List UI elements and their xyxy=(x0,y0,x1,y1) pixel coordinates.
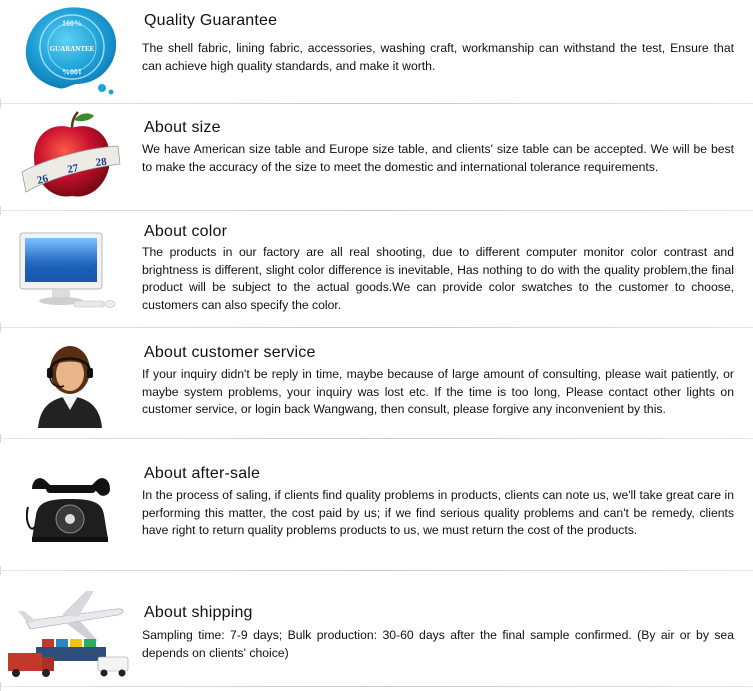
section-text: The products in our factory are all real shooting, due to different computer monitor color contrast and brightness is different, slight color difference is inevitable, Has nothing to do with the quality problem,the final product will be subject to the actual goods.We can provide color swatches to the customer to choose, customers can also specify the color. xyxy=(142,245,734,312)
section-divider xyxy=(0,686,753,687)
section-text: We have American size table and Europe size table, and clients' size table can be accepted. We will be best to make the accuracy of the size to meet the domestic and international tolerance requirements. xyxy=(142,142,734,174)
section-about-shipping xyxy=(0,571,753,688)
section-title: About size xyxy=(144,119,221,136)
seal-top-text: 100% xyxy=(62,19,82,28)
section-title: About shipping xyxy=(144,604,253,621)
section-about-size xyxy=(0,104,753,210)
section-customer-service xyxy=(0,328,753,438)
section-quality-guarantee xyxy=(0,0,753,103)
section-after-sale xyxy=(0,439,753,570)
section-title: About customer service xyxy=(144,344,316,361)
section-about-color xyxy=(0,211,753,327)
section-title: About after-sale xyxy=(144,465,261,482)
computer-monitor-icon xyxy=(18,231,118,320)
seal-bottom-text: 100% xyxy=(62,67,82,76)
section-text: If your inquiry didn't be reply in time, maybe because of large amount of consulting, please wait patiently, or maybe system problems, your inquiry was lost etc. If the time is too long, Please contact other lights on customer service, or login back Wangwang, then consult, please forgive any inconvenient by this. xyxy=(142,367,734,416)
section-text: The shell fabric, lining fabric, accessories, washing craft, workmanship can withstand the test, Ensure that can achieve high quality standards, and make it worth. xyxy=(142,41,734,73)
customer-service-agent-icon xyxy=(30,340,110,435)
rotary-telephone-icon xyxy=(26,467,116,552)
section-title: About color xyxy=(144,223,228,240)
tape-label: 27 xyxy=(66,162,80,176)
shipping-transport-icon xyxy=(6,585,132,690)
seal-center-text: GUARANTEE xyxy=(49,45,95,53)
tape-label: 28 xyxy=(95,155,108,169)
section-text: Sampling time: 7-9 days; Bulk production: 30-60 days after the final sample confirmed. (By air or by sea depends on clients' choice) xyxy=(142,628,734,660)
apple-measuring-tape-icon xyxy=(14,110,124,209)
section-text: In the process of saling, if clients find quality problems in products, clients can note us, we'll take great care in performing this matter, the cost paid by us; if we find serious quality problems and can't be remedy, clients have right to return quality problems products to us, we must return the cost of the products. xyxy=(142,488,734,537)
section-title: Quality Guarantee xyxy=(144,12,278,29)
tape-label: 26 xyxy=(35,172,50,187)
quality-seal-icon xyxy=(14,4,124,101)
